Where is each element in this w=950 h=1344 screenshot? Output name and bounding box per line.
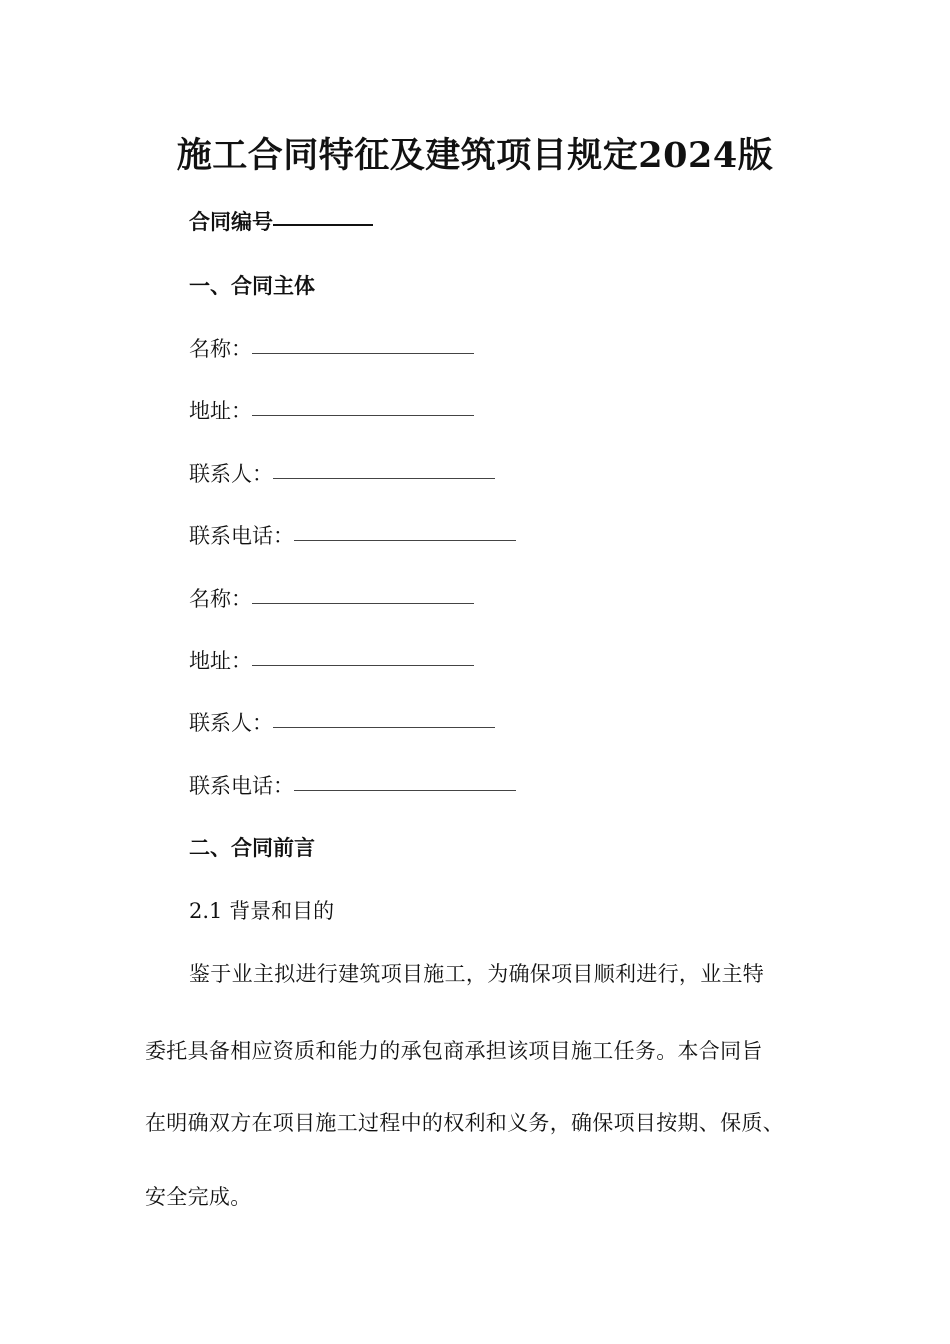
party-a-phone-blank[interactable] [294,539,516,541]
document-title: 施工合同特征及建筑项目规定2024版 [176,135,774,176]
party-a-name-label: 名称： [189,337,252,361]
party-a-address-blank[interactable] [252,414,474,416]
party-b-contact-blank[interactable] [273,726,495,728]
party-b-name-label: 名称： [189,587,252,611]
party-b-phone-blank[interactable] [294,789,516,791]
party-b-address-blank[interactable] [252,664,474,666]
party-a-name-row [189,333,474,363]
party-b-phone-label: 联系电话： [189,774,294,798]
party-b-contact-label: 联系人： [189,711,273,735]
contract-number-row [189,206,373,236]
party-a-contact-row [189,458,495,488]
contract-number-blank[interactable] [273,223,373,226]
section-1-heading: 一、合同主体 [189,273,315,298]
party-a-phone-label: 联系电话： [189,524,294,548]
party-b-name-blank[interactable] [252,602,474,604]
party-a-address-label: 地址： [189,399,252,423]
paragraph-line: 在明确双方在项目施工过程中的权利和义务，确保项目按期、保质、 [145,1111,784,1135]
subsection-2-1-heading: 2.1 背景和目的 [189,899,335,923]
contract-number-label: 合同编号 [189,209,273,234]
party-b-contact-row [189,707,495,737]
party-a-phone-row [189,520,516,550]
party-b-address-label: 地址： [189,649,252,673]
party-b-phone-row [189,770,516,800]
party-a-contact-blank[interactable] [273,477,495,479]
paragraph-line: 安全完成。 [145,1185,252,1209]
party-a-name-blank[interactable] [252,352,474,354]
party-a-address-row [189,395,474,425]
party-b-address-row [189,645,474,675]
section-2-heading: 二、合同前言 [189,835,315,860]
party-b-name-row [189,583,474,613]
party-a-contact-label: 联系人： [189,462,273,486]
paragraph-line: 鉴于业主拟进行建筑项目施工，为确保项目顺利进行，业主特 [189,962,765,986]
paragraph-line: 委托具备相应资质和能力的承包商承担该项目施工任务。本合同旨 [145,1039,763,1063]
